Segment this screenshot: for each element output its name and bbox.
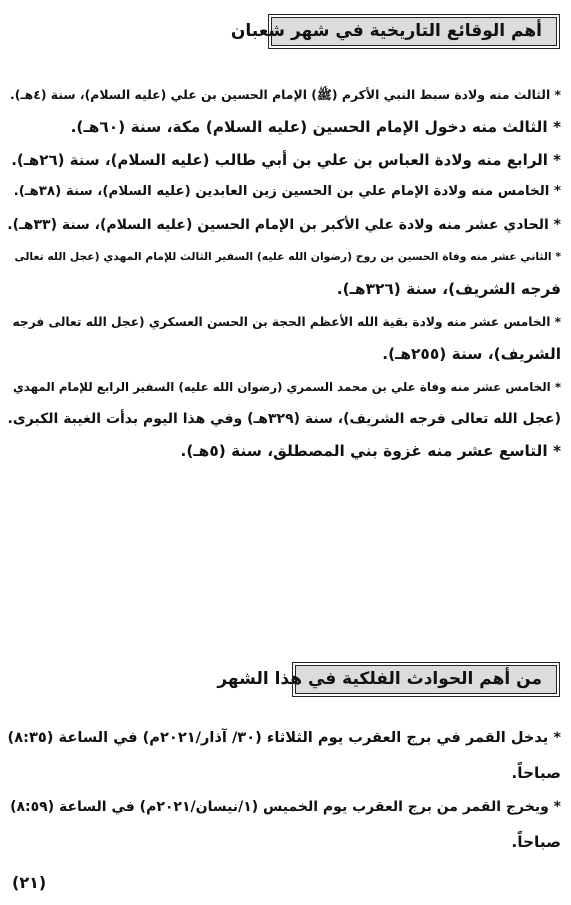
astro-line-continuation: صباحاً. xyxy=(511,832,561,851)
event-line: * الثالث منه ولادة سبط النبي الأكرم (ﷺ) الإمام الحسين بن علي (عليه السلام)، سنة (٤هـ). xyxy=(10,87,561,102)
event-line: * التاسع عشر منه غزوة بني المصطلق، سنة (٥هـ). xyxy=(180,442,561,461)
event-line: * الرابع منه ولادة العباس بن علي بن أبي طالب (عليه السلام)، سنة (٢٦هـ). xyxy=(11,150,561,169)
event-line: * الخامس عشر منه وفاة علي بن محمد السمري (رضوان الله عليه) السفير الرابع للإمام المهدي xyxy=(12,379,561,394)
section-title-historical-events: أهم الوقائع التاريخية في شهر شعبان xyxy=(271,17,557,46)
event-line: * الخامس منه ولادة الإمام علي بن الحسين زين العابدين (عليه السلام)، سنة (٣٨هـ). xyxy=(13,184,561,200)
astro-line-continuation: صباحاً. xyxy=(511,763,561,782)
astro-line: * يدخل القمر في برج العقرب يوم الثلاثاء (٣٠/ آذار/٢٠٢١م) في الساعة (٨:٣٥) xyxy=(7,729,561,746)
event-line: * الثالث منه دخول الإمام الحسين (عليه السلام) مكة، سنة (٦٠هـ). xyxy=(70,118,561,137)
event-line-continuation: (عجل الله تعالى فرجه الشريف)، سنة (٣٢٩هـ) وفي هذا اليوم بدأت الغيبة الكبرى. xyxy=(7,410,561,427)
event-line-continuation: فرجه الشريف)، سنة (٣٢٦هـ). xyxy=(336,280,561,299)
event-line: * الثاني عشر منه وفاة الحسين بن روح (رضوان الله عليه) السفير الثالث للإمام المهدي (عجل الله تعالى xyxy=(14,249,561,263)
section-title-astronomical-events: من أهم الحوادث الفلكية في هذا الشهر xyxy=(295,665,557,694)
astronomical-events-list xyxy=(6,725,561,863)
event-line: * الخامس عشر منه ولادة بقية الله الأعظم الحجة بن الحسن العسكري (عجل الله تعالى فرجه xyxy=(12,314,561,329)
page-number: (٢١) xyxy=(12,873,47,892)
astro-line: * ويخرج القمر من برج العقرب يوم الخميس (١/نيسان/٢٠٢١م) في الساعة (٨:٥٩) xyxy=(10,799,561,816)
event-line-continuation: الشريف)، سنة (٢٥٥هـ). xyxy=(382,345,561,364)
event-line: * الحادي عشر منه ولادة علي الأكبر بن الإمام الحسين (عليه السلام)، سنة (٣٣هـ). xyxy=(7,216,561,233)
historical-events-list xyxy=(6,82,561,471)
